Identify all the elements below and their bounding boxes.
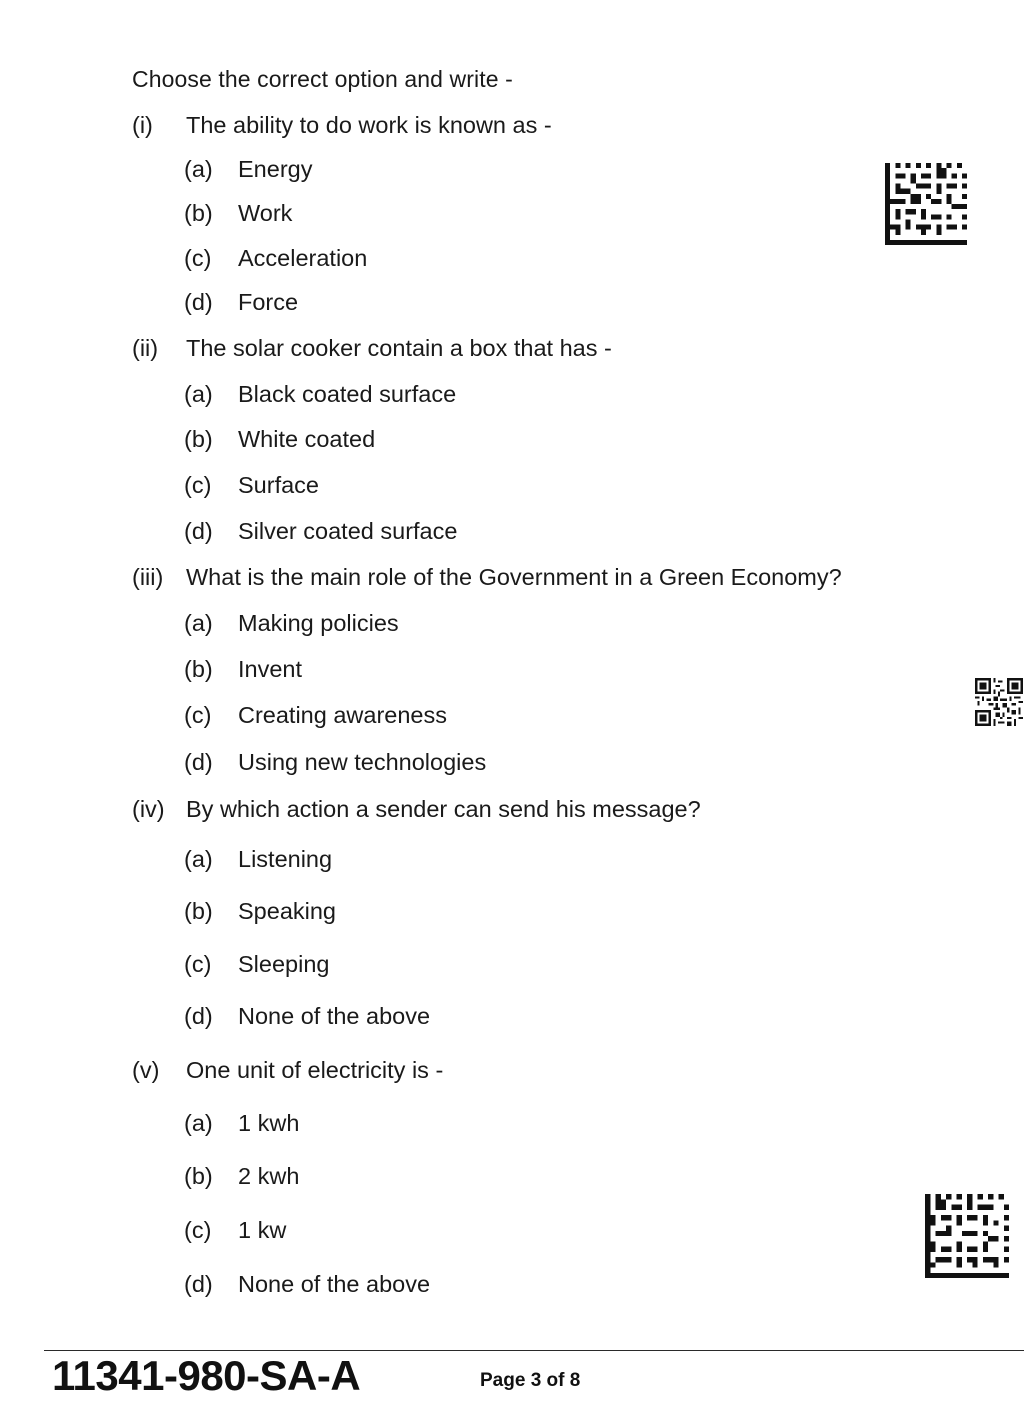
option-key: (a) bbox=[184, 381, 213, 407]
option-2c bbox=[184, 472, 319, 499]
option-text: Force bbox=[238, 289, 299, 315]
option-text: Invent bbox=[238, 656, 303, 682]
option-key: (c) bbox=[184, 245, 212, 271]
option-text: 1 kwh bbox=[238, 1110, 300, 1136]
option-text: None of the above bbox=[238, 1271, 431, 1297]
page-number: Page 3 of 8 bbox=[480, 1370, 581, 1391]
option-5b bbox=[184, 1163, 299, 1190]
option-key: (c) bbox=[184, 702, 212, 728]
datamatrix-code-top bbox=[885, 162, 967, 246]
option-3c bbox=[184, 702, 447, 729]
question-text: What is the main role of the Government in a Green Economy? bbox=[186, 564, 842, 590]
question-number: (i) bbox=[132, 112, 153, 138]
question-number: (iv) bbox=[132, 796, 165, 822]
option-key: (c) bbox=[184, 951, 212, 977]
option-4b bbox=[184, 898, 336, 925]
question-3 bbox=[132, 564, 842, 591]
option-text: Black coated surface bbox=[238, 381, 457, 407]
footer-divider bbox=[44, 1350, 1024, 1351]
option-text: Creating awareness bbox=[238, 702, 447, 728]
option-text: Silver coated surface bbox=[238, 518, 458, 544]
option-5c bbox=[184, 1217, 286, 1244]
option-key: (a) bbox=[184, 156, 213, 182]
option-key: (d) bbox=[184, 518, 213, 544]
option-key: (b) bbox=[184, 426, 213, 452]
option-key: (b) bbox=[184, 656, 213, 682]
datamatrix-code-bottom bbox=[925, 1192, 1009, 1280]
option-3a bbox=[184, 610, 399, 637]
option-1a bbox=[184, 156, 312, 183]
option-key: (d) bbox=[184, 1003, 213, 1029]
question-number: (ii) bbox=[132, 335, 159, 361]
option-text: White coated bbox=[238, 426, 376, 452]
option-text: Listening bbox=[238, 846, 333, 872]
option-text: Making policies bbox=[238, 610, 399, 636]
option-3d bbox=[184, 749, 486, 776]
question-2 bbox=[132, 335, 612, 362]
option-2a bbox=[184, 381, 456, 408]
question-number: (iii) bbox=[132, 564, 164, 590]
option-text: 1 kw bbox=[238, 1217, 287, 1243]
option-text: Surface bbox=[238, 472, 319, 498]
option-key: (c) bbox=[184, 472, 212, 498]
option-text: None of the above bbox=[238, 1003, 431, 1029]
question-text: By which action a sender can send his message? bbox=[186, 796, 701, 822]
question-text: The ability to do work is known as - bbox=[186, 112, 552, 138]
option-1d bbox=[184, 289, 298, 316]
option-5d bbox=[184, 1271, 430, 1298]
option-4d bbox=[184, 1003, 430, 1030]
paper-code: 11341-980-SA-A bbox=[52, 1352, 361, 1399]
question-4 bbox=[132, 796, 701, 823]
question-text: One unit of electricity is - bbox=[186, 1057, 444, 1083]
option-key: (c) bbox=[184, 1217, 212, 1243]
option-text: 2 kwh bbox=[238, 1163, 300, 1189]
question-text: The solar cooker contain a box that has - bbox=[186, 335, 612, 361]
option-key: (a) bbox=[184, 1110, 213, 1136]
question-5 bbox=[132, 1057, 443, 1084]
option-key: (b) bbox=[184, 200, 213, 226]
option-4c bbox=[184, 951, 329, 978]
option-2d bbox=[184, 518, 457, 545]
option-key: (a) bbox=[184, 846, 213, 872]
option-text: Sleeping bbox=[238, 951, 330, 977]
option-text: Work bbox=[238, 200, 293, 226]
option-1b bbox=[184, 200, 292, 227]
option-text: Speaking bbox=[238, 898, 336, 924]
option-key: (b) bbox=[184, 898, 213, 924]
option-5a bbox=[184, 1110, 299, 1137]
option-4a bbox=[184, 846, 332, 873]
option-key: (d) bbox=[184, 289, 213, 315]
instruction-text: Choose the correct option and write - bbox=[132, 66, 513, 92]
option-3b bbox=[184, 656, 302, 683]
option-2b bbox=[184, 426, 375, 453]
option-text: Acceleration bbox=[238, 245, 368, 271]
option-key: (d) bbox=[184, 1271, 213, 1297]
option-key: (b) bbox=[184, 1163, 213, 1189]
option-text: Using new technologies bbox=[238, 749, 487, 775]
option-1c bbox=[184, 245, 367, 272]
option-text: Energy bbox=[238, 156, 313, 182]
qr-code-middle bbox=[974, 678, 1024, 726]
option-key: (d) bbox=[184, 749, 213, 775]
option-key: (a) bbox=[184, 610, 213, 636]
question-number: (v) bbox=[132, 1057, 160, 1083]
question-1 bbox=[132, 112, 552, 139]
